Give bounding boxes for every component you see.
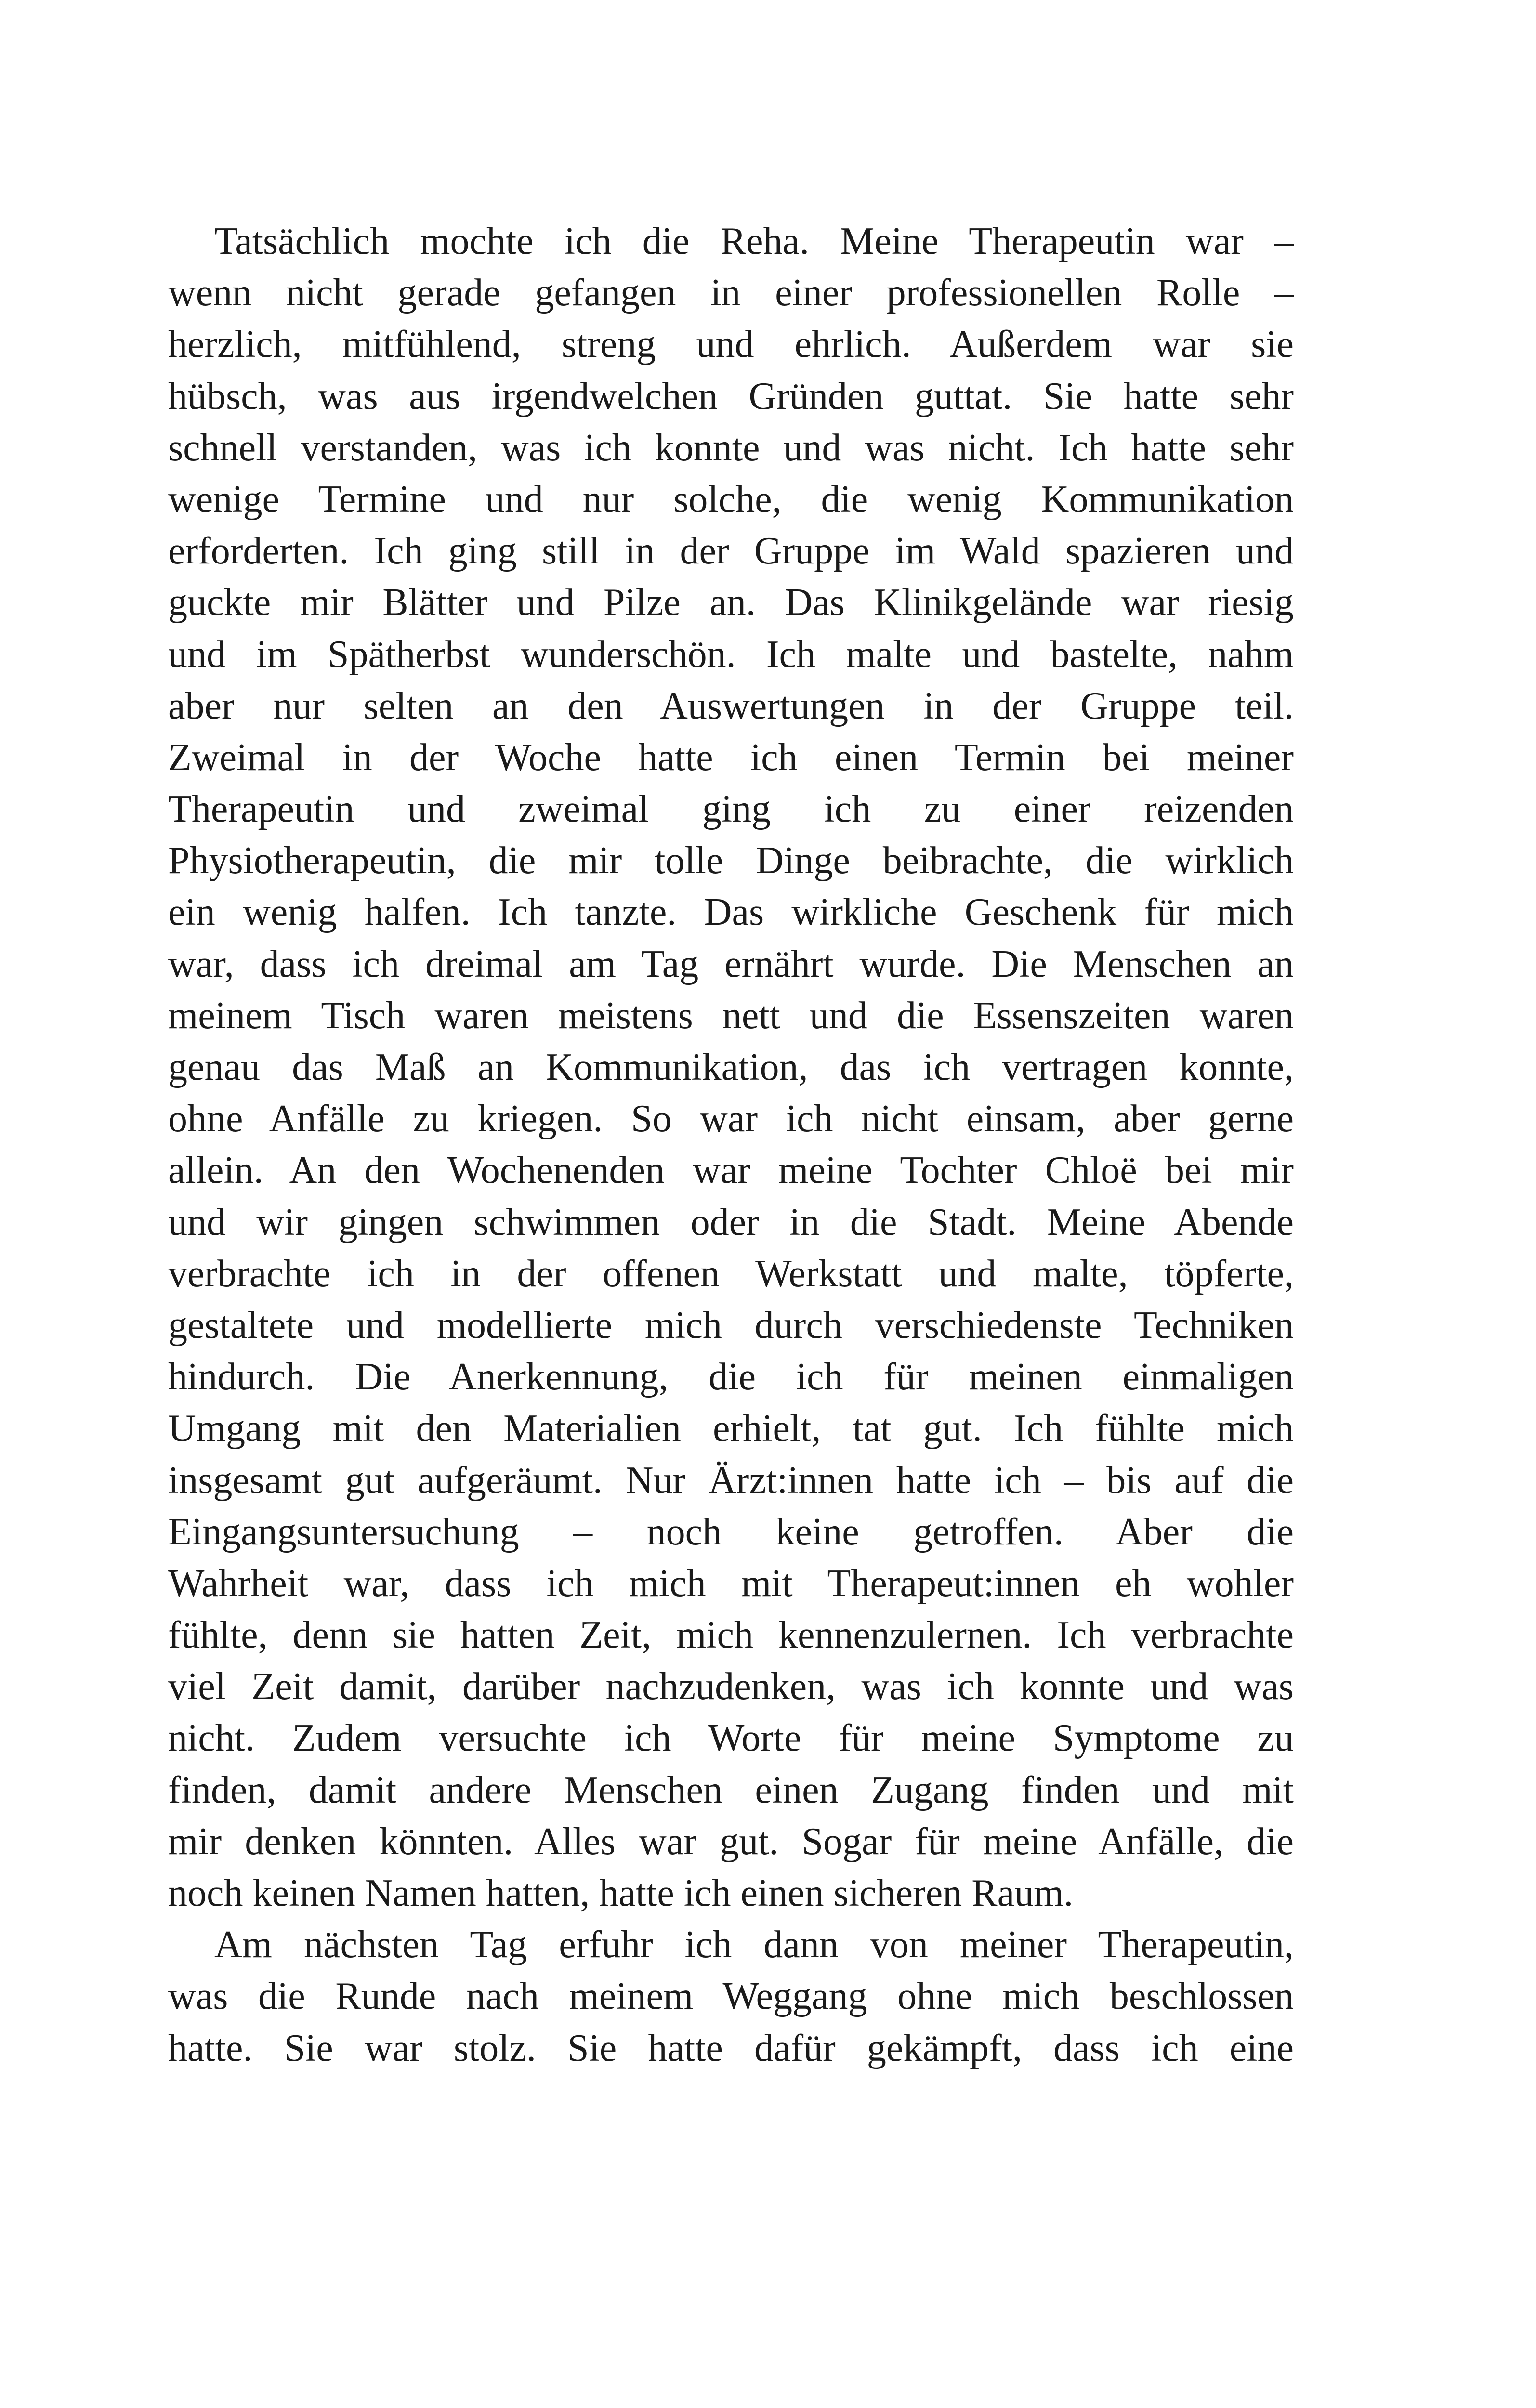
text-line: wenige Termine und nur solche, die wenig Kommunikation <box>168 478 1294 521</box>
text-line: ein wenig halfen. Ich tanzte. Das wirkliche Geschenk für mich <box>168 891 1294 934</box>
text-line: allein. An den Wochenenden war meine Tochter Chloë bei mir <box>168 1149 1294 1192</box>
text-line: wenn nicht gerade gefangen in einer professionellen Rolle – <box>168 272 1294 314</box>
text-line: ohne Anfälle zu kriegen. So war ich nicht einsam, aber gerne <box>168 1098 1294 1140</box>
text-line: Tatsächlich mochte ich die Reha. Meine Therapeutin war – <box>214 220 1294 262</box>
text-line: Wahrheit war, dass ich mich mit Therapeut:innen eh wohler <box>168 1562 1294 1605</box>
text-line: finden, damit andere Menschen einen Zugang finden und mit <box>168 1768 1294 1811</box>
text-line: Am nächsten Tag erfuhr ich dann von meiner Therapeutin, <box>214 1924 1294 1966</box>
text-line: Physiotherapeutin, die mir tolle Dinge beibrachte, die wirklich <box>168 839 1294 882</box>
text-line: guckte mir Blätter und Pilze an. Das Klinikgelände war riesig <box>168 581 1294 624</box>
text-line: gestaltete und modellierte mich durch verschiedenste Techniken <box>168 1304 1294 1347</box>
text-line: meinem Tisch waren meistens nett und die Essenszeiten waren <box>168 994 1294 1037</box>
text-line: hindurch. Die Anerkennung, die ich für meinen einmaligen <box>168 1356 1294 1399</box>
text-line: Eingangsuntersuchung – noch keine getroffen. Aber die <box>168 1510 1294 1553</box>
text-line: insgesamt gut aufgeräumt. Nur Ärzt:innen hatte ich – bis auf die <box>168 1459 1294 1502</box>
text-line: fühlte, denn sie hatten Zeit, mich kennenzulernen. Ich verbrachte <box>168 1614 1294 1657</box>
text-line: erforderten. Ich ging still in der Gruppe im Wald spazieren und <box>168 530 1294 573</box>
text-line: noch keinen Namen hatten, hatte ich einen sicheren Raum. <box>168 1872 1074 1914</box>
text-line: schnell verstanden, was ich konnte und was nicht. Ich hatte sehr <box>168 426 1294 469</box>
text-line: viel Zeit damit, darüber nachzudenken, was ich konnte und was <box>168 1665 1294 1708</box>
text-line: herzlich, mitfühlend, streng und ehrlich. Außerdem war sie <box>168 323 1294 366</box>
text-line: Zweimal in der Woche hatte ich einen Termin bei meiner <box>168 736 1294 779</box>
text-line: nicht. Zudem versuchte ich Worte für meine Symptome zu <box>168 1717 1294 1760</box>
text-line: Therapeutin und zweimal ging ich zu einer reizenden <box>168 788 1294 831</box>
text-line: genau das Maß an Kommunikation, das ich vertragen konnte, <box>168 1046 1294 1088</box>
text-line: was die Runde nach meinem Weggang ohne mich beschlossen <box>168 1975 1294 2018</box>
text-line: und im Spätherbst wunderschön. Ich malte und bastelte, nahm <box>168 633 1294 676</box>
paragraph-1 <box>168 216 1294 1919</box>
text-line: mir denken könnten. Alles war gut. Sogar für meine Anfälle, die <box>168 1820 1294 1863</box>
paragraph-2 <box>168 1919 1294 2074</box>
text-line: aber nur selten an den Auswertungen in der Gruppe teil. <box>168 684 1294 727</box>
text-line: hübsch, was aus irgendwelchen Gründen guttat. Sie hatte sehr <box>168 375 1294 418</box>
text-line: Umgang mit den Materialien erhielt, tat gut. Ich fühlte mich <box>168 1407 1294 1450</box>
text-line: und wir gingen schwimmen oder in die Stadt. Meine Abende <box>168 1201 1294 1243</box>
text-line: hatte. Sie war stolz. Sie hatte dafür gekämpft, dass ich eine <box>168 2027 1294 2069</box>
text-line: war, dass ich dreimal am Tag ernährt wurde. Die Menschen an <box>168 942 1294 985</box>
body-text <box>168 216 1294 2074</box>
text-line: verbrachte ich in der offenen Werkstatt und malte, töpferte, <box>168 1252 1294 1295</box>
